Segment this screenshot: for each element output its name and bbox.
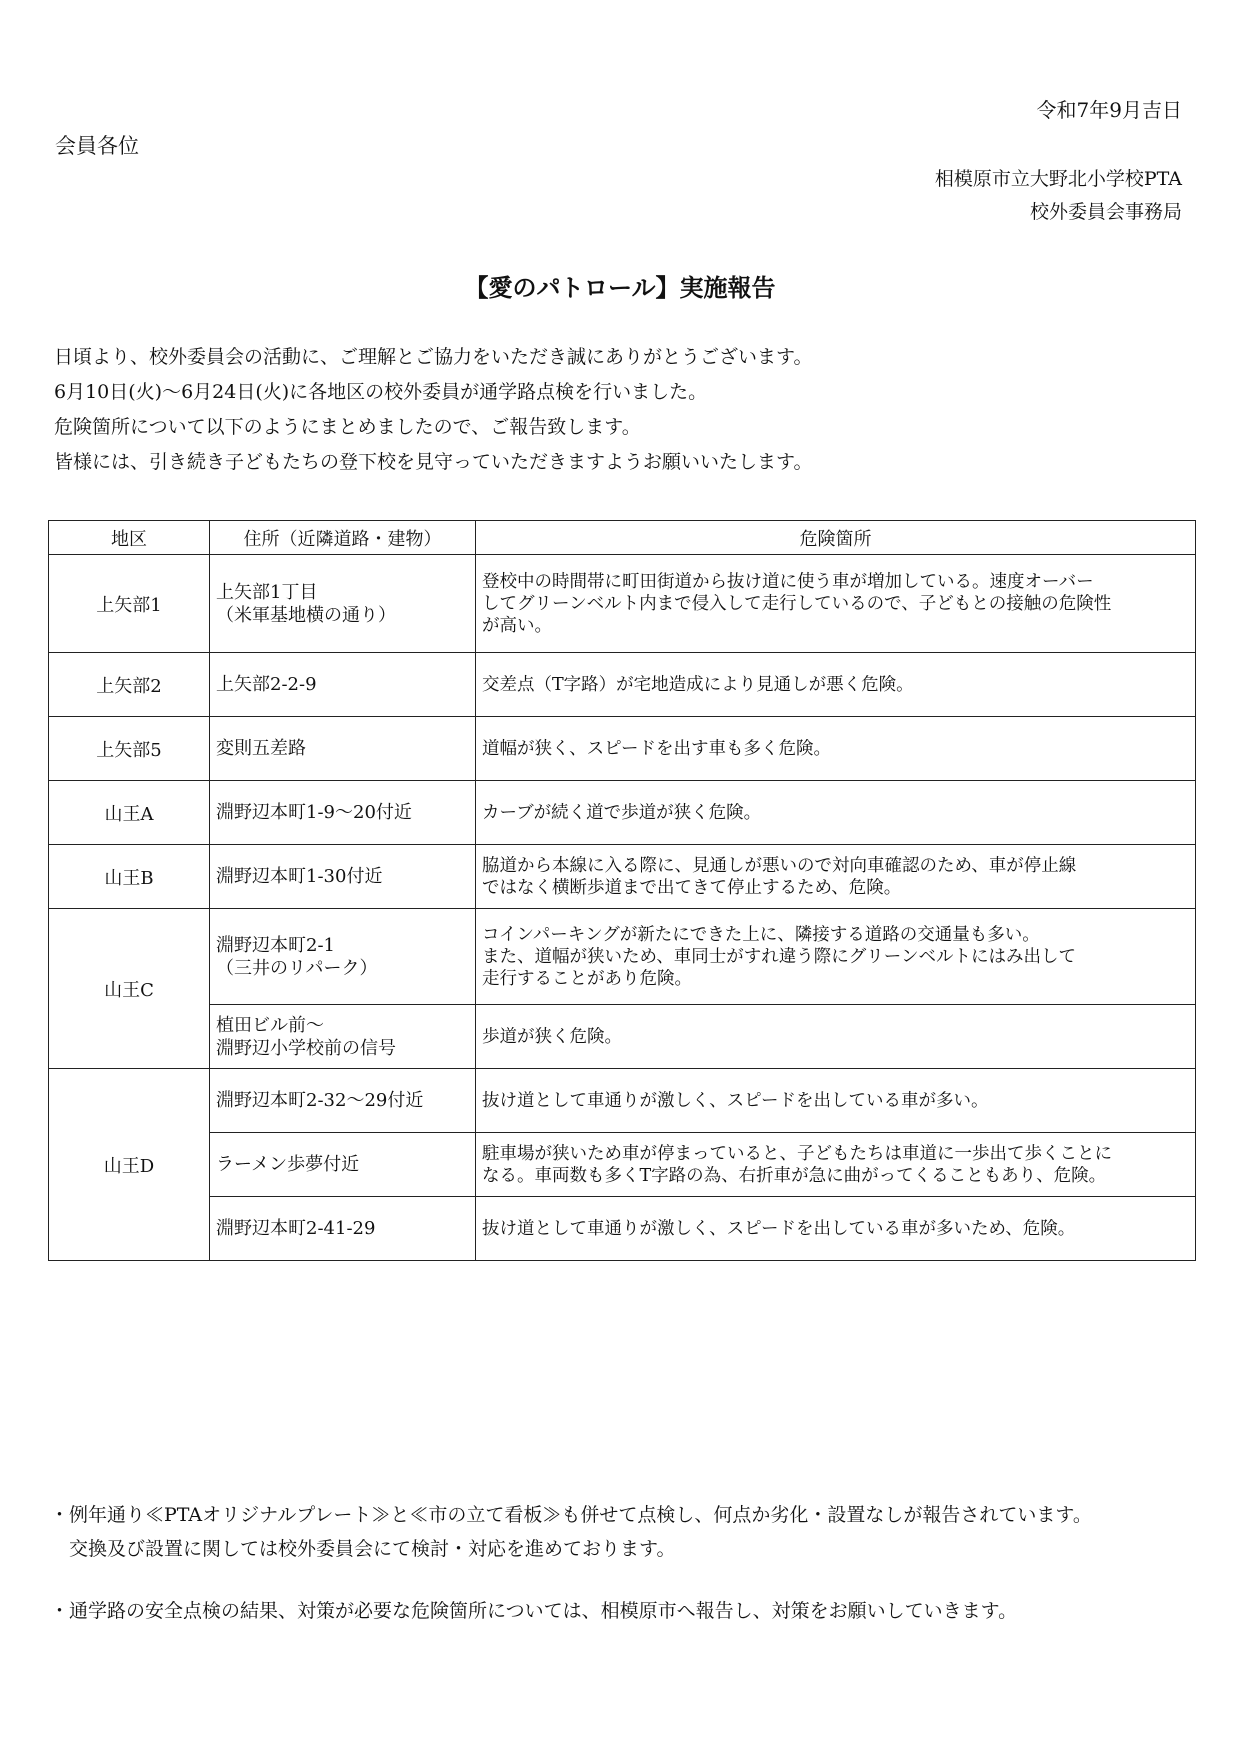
area-cell: 山王B bbox=[49, 845, 210, 909]
danger-cell bbox=[476, 1133, 1196, 1197]
table-row bbox=[49, 1133, 1196, 1197]
danger-cell bbox=[476, 653, 1196, 717]
note-city-report bbox=[50, 1594, 1017, 1628]
address-cell bbox=[210, 653, 476, 717]
sender-organization: 相模原市立大野北小学校PTA bbox=[934, 168, 1182, 190]
sender-block bbox=[935, 163, 1182, 229]
danger-line: してグリーンベルト内まで侵入して走行しているので、子どもとの接触の危険性 bbox=[482, 593, 1112, 614]
address-line: 淵野辺本町1-9～20付近 bbox=[216, 802, 412, 823]
danger-line: 交差点（T字路）が宅地造成により見通しが悪く危険。 bbox=[482, 674, 914, 695]
address-line: 植田ビル前～ bbox=[216, 1014, 324, 1036]
danger-cell bbox=[476, 845, 1196, 909]
addressee: 会員各位 bbox=[55, 134, 139, 158]
area-cell: 山王C bbox=[49, 909, 210, 1069]
note-line: 交換及び設置に関しては校外委員会にて検討・対応を進めております。 bbox=[50, 1538, 676, 1560]
column-header-address: 住所（近隣道路・建物） bbox=[210, 521, 476, 555]
table-row bbox=[49, 781, 1196, 845]
danger-line: 脇道から本線に入る際に、見通しが悪いので対向車確認のため、車が停止線 bbox=[482, 855, 1077, 876]
address-line: 淵野辺本町2-32～29付近 bbox=[216, 1090, 424, 1111]
document-date: 令和7年9月吉日 bbox=[1036, 98, 1182, 122]
address-cell bbox=[210, 717, 476, 781]
area-cell: 山王D bbox=[49, 1069, 210, 1261]
address-line: （米軍基地横の通り） bbox=[216, 604, 396, 626]
table-row bbox=[49, 555, 1196, 653]
note-line: ・例年通り≪PTAオリジナルプレート≫と≪市の立て看板≫も併せて点検し、何点か劣化・設置なしが報告されています。 bbox=[50, 1504, 1092, 1526]
danger-line: また、道幅が狭いため、車同士がすれ違う際にグリーンベルトにはみ出して bbox=[482, 946, 1076, 967]
danger-line: カーブが続く道で歩道が狭く危険。 bbox=[482, 802, 762, 823]
report-title: 【愛のパトロール】実施報告 bbox=[464, 273, 776, 302]
danger-cell bbox=[476, 1197, 1196, 1261]
table-header-row bbox=[49, 521, 1196, 555]
danger-line: 道幅が狭く、スピードを出す車も多く危険。 bbox=[482, 738, 831, 759]
danger-cell bbox=[476, 781, 1196, 845]
sender-department: 校外委員会事務局 bbox=[1029, 201, 1182, 223]
danger-report-table bbox=[48, 520, 1196, 1261]
danger-line: 抜け道として車通りが激しく、スピードを出している車が多い。 bbox=[482, 1090, 989, 1111]
note-line: ・通学路の安全点検の結果、対策が必要な危険箇所については、相模原市へ報告し、対策をお願いしていきます。 bbox=[50, 1600, 1018, 1622]
address-line: 淵野辺小学校前の信号 bbox=[216, 1037, 396, 1059]
danger-cell bbox=[476, 1005, 1196, 1069]
danger-line: が高い。 bbox=[482, 615, 552, 636]
table-row bbox=[49, 1069, 1196, 1133]
table-row bbox=[49, 653, 1196, 717]
address-cell bbox=[210, 845, 476, 909]
address-line: 変則五差路 bbox=[216, 738, 306, 759]
address-cell bbox=[210, 1133, 476, 1197]
address-line: （三井のリパーク） bbox=[216, 957, 378, 979]
address-line: 上矢部1丁目 bbox=[216, 581, 318, 603]
address-line: 淵野辺本町1-30付近 bbox=[216, 866, 383, 887]
intro-line: 皆様には、引き続き子どもたちの登下校を見守っていただきますようお願いいたします。 bbox=[54, 451, 813, 473]
intro-line: 危険箇所について以下のようにまとめましたので、ご報告致します。 bbox=[54, 416, 641, 438]
danger-cell bbox=[476, 717, 1196, 781]
table-body bbox=[49, 555, 1196, 1261]
address-cell bbox=[210, 781, 476, 845]
area-cell: 上矢部2 bbox=[49, 653, 210, 717]
column-header-area: 地区 bbox=[49, 521, 210, 555]
note-plates bbox=[50, 1498, 1092, 1566]
danger-cell bbox=[476, 555, 1196, 653]
intro-line: 6月10日(火)～6月24日(火)に各地区の校外委員が通学路点検を行いました。 bbox=[54, 381, 708, 403]
table-row bbox=[49, 1197, 1196, 1261]
address-cell bbox=[210, 1069, 476, 1133]
area-cell: 上矢部1 bbox=[49, 555, 210, 653]
danger-line: 走行することがあり危険。 bbox=[482, 968, 692, 989]
danger-cell bbox=[476, 1069, 1196, 1133]
danger-line: なる。車両数も多くT字路の為、右折車が急に曲がってくることもあり、危険。 bbox=[482, 1165, 1107, 1186]
table-row bbox=[49, 909, 1196, 1005]
danger-line: 歩道が狭く危険。 bbox=[482, 1026, 622, 1047]
danger-cell bbox=[476, 909, 1196, 1005]
area-cell: 上矢部5 bbox=[49, 717, 210, 781]
area-cell: 山王A bbox=[49, 781, 210, 845]
danger-line: 抜け道として車通りが激しく、スピードを出している車が多いため、危険。 bbox=[482, 1218, 1076, 1239]
address-line: 淵野辺本町2-41-29 bbox=[216, 1218, 376, 1239]
table-row bbox=[49, 717, 1196, 781]
column-header-danger: 危険箇所 bbox=[476, 521, 1196, 555]
address-line: 淵野辺本町2-1 bbox=[216, 934, 335, 956]
danger-line: 登校中の時間帯に町田街道から抜け道に使う車が増加している。速度オーバー bbox=[482, 571, 1094, 592]
address-cell bbox=[210, 909, 476, 1005]
address-cell bbox=[210, 1005, 476, 1069]
danger-line: コインパーキングが新たにできた上に、隣接する道路の交通量も多い。 bbox=[482, 924, 1040, 945]
table-row bbox=[49, 1005, 1196, 1069]
intro-line: 日頃より、校外委員会の活動に、ご理解とご協力をいただき誠にありがとうございます。 bbox=[54, 346, 813, 368]
danger-line: 駐車場が狭いため車が停まっていると、子どもたちは車道に一歩出て歩くことに bbox=[482, 1143, 1112, 1164]
table-row bbox=[49, 845, 1196, 909]
danger-line: ではなく横断歩道まで出てきて停止するため、危険。 bbox=[482, 877, 902, 898]
address-cell bbox=[210, 555, 476, 653]
address-line: 上矢部2-2-9 bbox=[216, 674, 317, 695]
intro-text bbox=[54, 340, 812, 480]
address-line: ラーメン歩夢付近 bbox=[216, 1154, 360, 1175]
address-cell bbox=[210, 1197, 476, 1261]
